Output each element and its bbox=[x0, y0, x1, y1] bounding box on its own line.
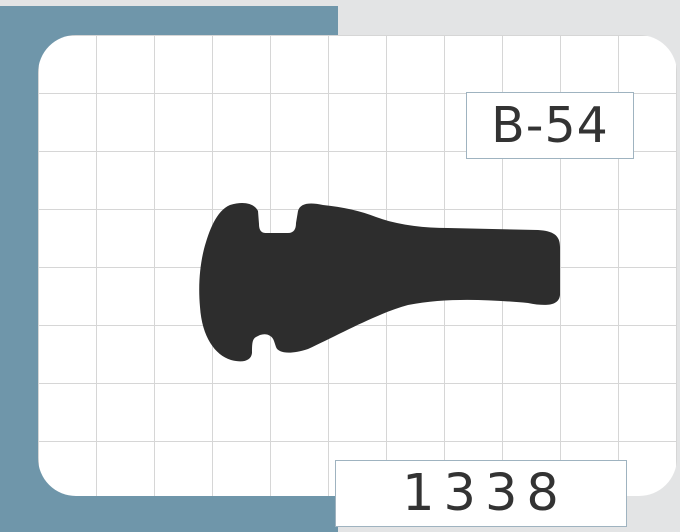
code-label: B-54 bbox=[466, 92, 634, 159]
silhouette-path bbox=[199, 203, 560, 361]
number-label: 1338 bbox=[335, 460, 627, 527]
